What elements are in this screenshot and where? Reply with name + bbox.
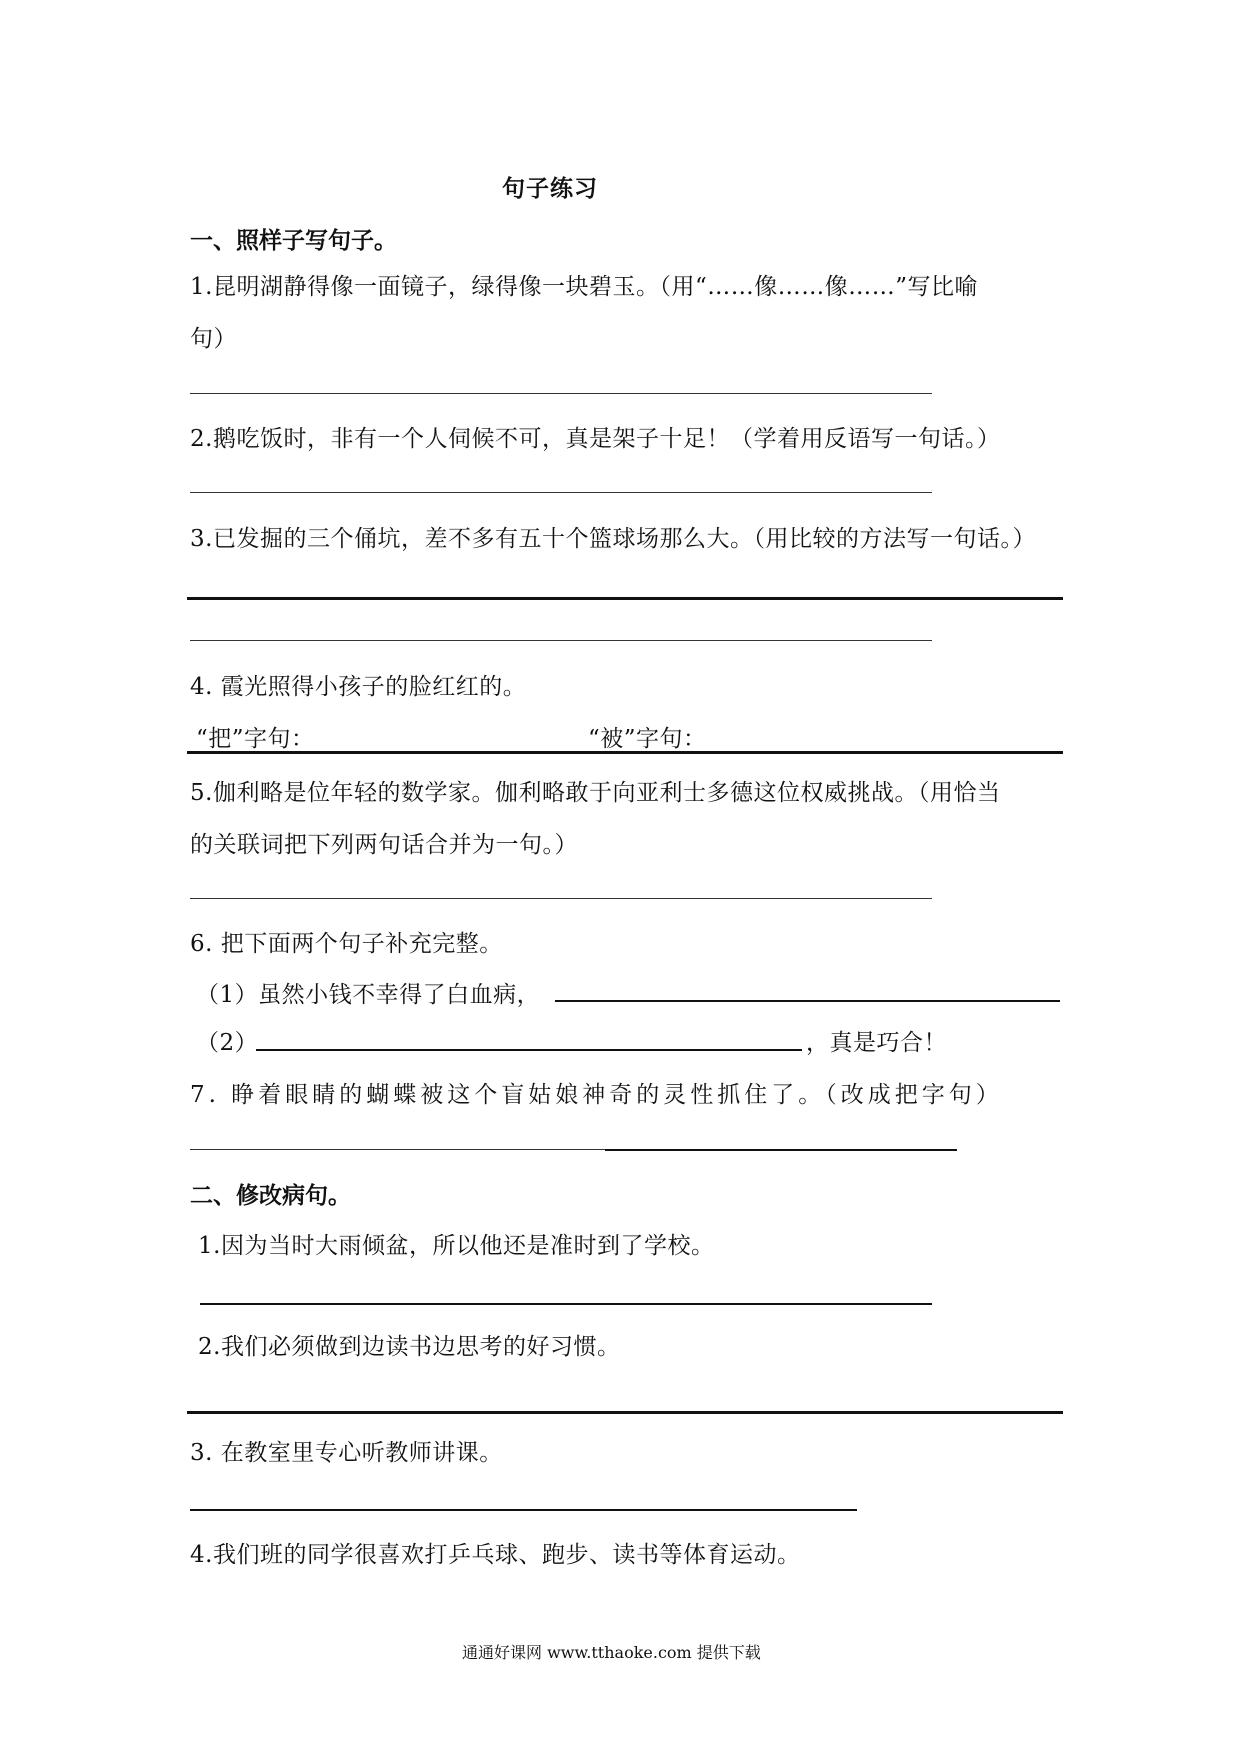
question-1-7: 7. 睁着眼睛的蝴蝶被这个盲姑娘神奇的灵性抓住了。（改成把字句） bbox=[190, 1082, 1003, 1108]
answer-line[interactable] bbox=[190, 1509, 857, 1511]
question-2-1: 1.因为当时大雨倾盆，所以他还是准时到了学校。 bbox=[198, 1233, 715, 1259]
answer-line[interactable] bbox=[190, 898, 932, 899]
footer-text: 通通好课网 www.tthaoke.com 提供下载 bbox=[462, 1643, 761, 1662]
answer-line[interactable] bbox=[187, 751, 1063, 754]
question-1-4: 4. 霞光照得小孩子的脸红红的。 bbox=[190, 674, 527, 700]
question-1-5-line2: 的关联词把下列两句话合并为一句。） bbox=[190, 832, 578, 858]
answer-line[interactable] bbox=[190, 640, 932, 641]
question-1-1-line1: 1.昆明湖静得像一面镜子，绿得像一块碧玉。（用“……像……像……”写比喻 bbox=[190, 274, 978, 300]
section-heading-2: 二、修改病句。 bbox=[190, 1182, 351, 1209]
question-1-3: 3.已发掘的三个俑坑，差不多有五十个篮球场那么大。（用比较的方法写一句话。） bbox=[190, 526, 1036, 552]
question-2-4: 4.我们班的同学很喜欢打乒乓球、跑步、读书等体育运动。 bbox=[190, 1542, 801, 1568]
question-1-6-2-suffix: ，真是巧合！ bbox=[806, 1030, 947, 1056]
fill-in-line[interactable] bbox=[555, 1000, 1060, 1002]
fill-in-line[interactable] bbox=[256, 1049, 802, 1051]
answer-line[interactable] bbox=[605, 1149, 957, 1151]
answer-line[interactable] bbox=[200, 1303, 932, 1305]
question-2-2: 2.我们必须做到边读书边思考的好习惯。 bbox=[198, 1334, 621, 1360]
bei-sentence-label: “被”字句： bbox=[588, 726, 707, 752]
answer-line[interactable] bbox=[190, 1149, 605, 1150]
question-1-1-line2: 句） bbox=[190, 326, 237, 352]
question-2-3: 3. 在教室里专心听教师讲课。 bbox=[190, 1440, 503, 1466]
answer-line[interactable] bbox=[187, 597, 1063, 600]
answer-line[interactable] bbox=[187, 1411, 1063, 1414]
section-heading-1: 一、照样子写句子。 bbox=[190, 227, 397, 254]
answer-line[interactable] bbox=[190, 492, 932, 493]
page-title: 句子练习 bbox=[502, 175, 598, 202]
question-1-2: 2.鹅吃饭时，非有一个人伺候不可，真是架子十足！（学着用反语写一句话。） bbox=[190, 426, 1001, 452]
question-1-6: 6. 把下面两个句子补充完整。 bbox=[190, 931, 503, 957]
question-1-6-1: （1）虽然小钱不幸得了白血病， bbox=[196, 982, 541, 1008]
question-1-6-2-prefix: （2） bbox=[196, 1030, 259, 1056]
question-1-5-line1: 5.伽利略是位年轻的数学家。伽利略敢于向亚利士多德这位权威挑战。（用恰当 bbox=[190, 780, 1001, 806]
answer-line[interactable] bbox=[190, 393, 932, 394]
ba-sentence-label: “把”字句： bbox=[196, 726, 315, 752]
